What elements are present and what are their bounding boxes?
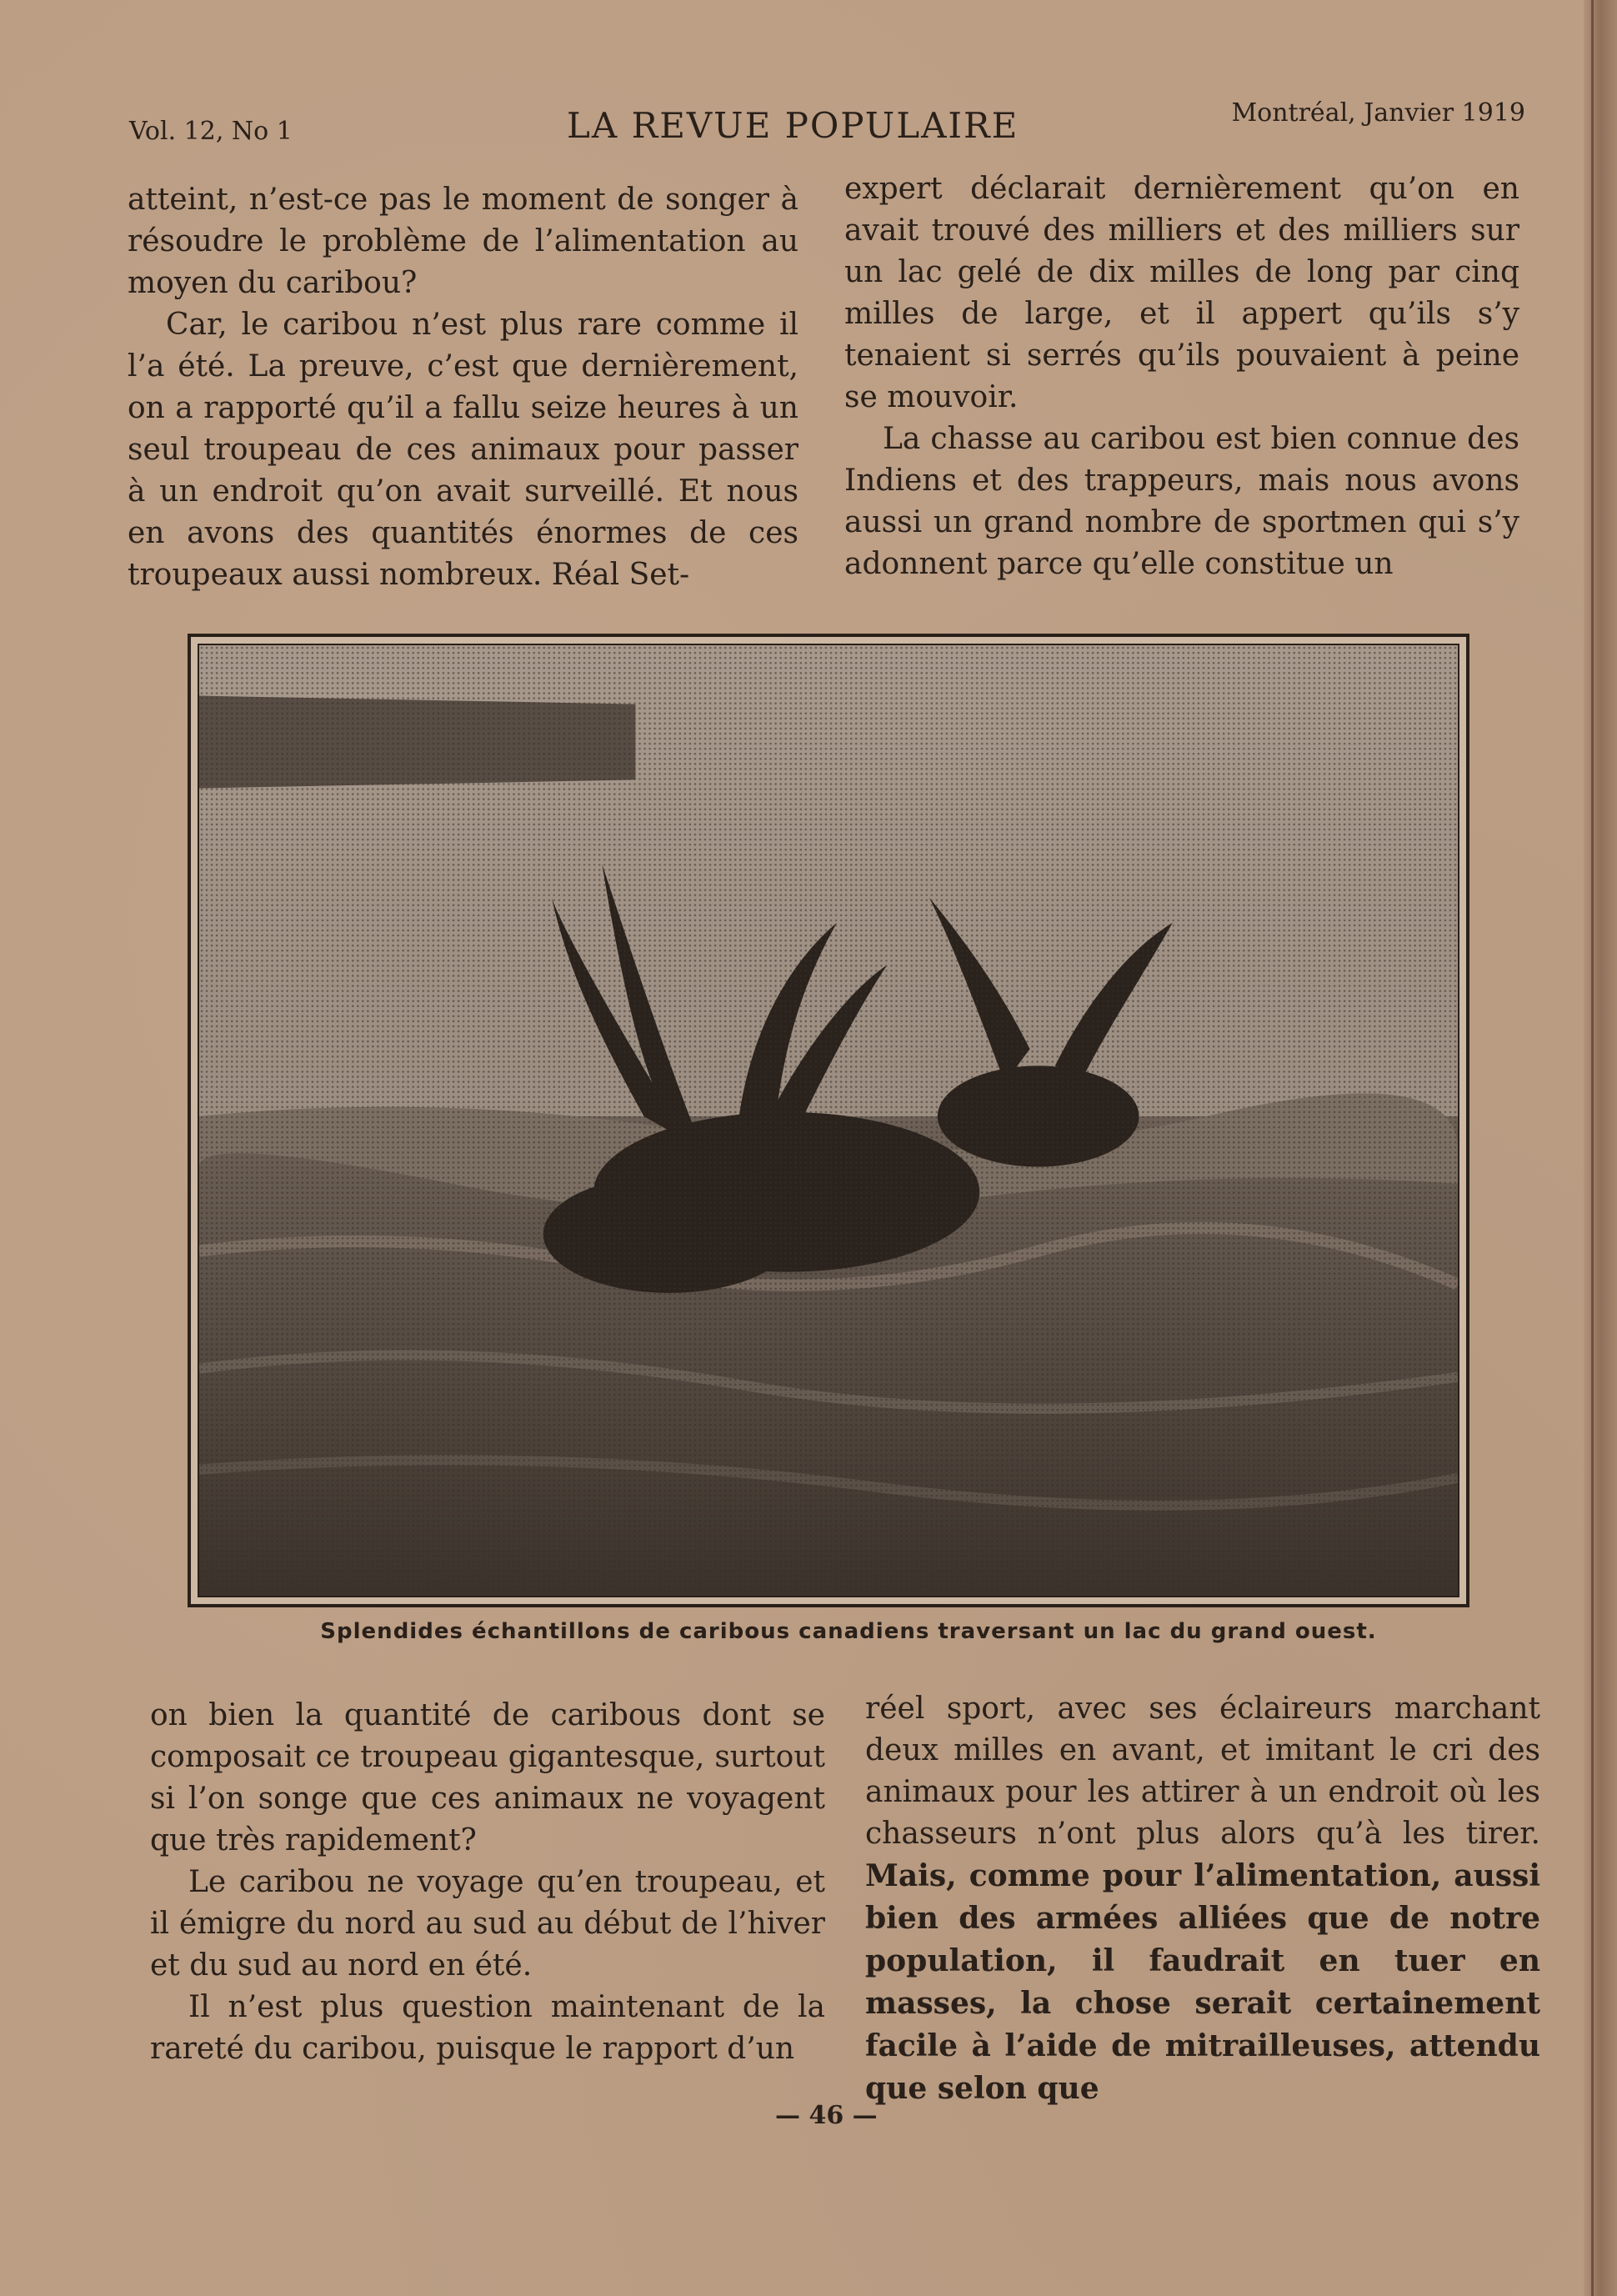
page-number: — 46 —	[775, 2101, 878, 2130]
paragraph: expert déclarait dernièrement qu’on en avait trouvé des milliers et des milliers sur un lac gelé de dix milles de long par cinq milles de large, et il appert qu’ils s’y tenaient si serrés qu’ils pouvaient à peine se mouvoir.	[844, 172, 1519, 414]
paragraph: on bien la quantité de caribous dont se composait ce troupeau gigantesque, surtout si l’on songe que ces animaux ne voyagent que très rapidement?	[150, 1698, 825, 1857]
caribou-photo-frame	[188, 634, 1469, 1607]
page-spine-edge	[1584, 0, 1617, 2296]
paragraph: Le caribou ne voyage qu’en troupeau, et il émigre du nord au sud au début de l’hiver et du sud au nord en été.	[150, 1865, 825, 1983]
paragraph: atteint, n’est-ce pas le moment de songer à résoudre le problème de l’alimentation au moyen du caribou?	[128, 183, 798, 300]
column-bottom-left	[150, 1695, 825, 2070]
issue-date: Montréal, Janvier 1919	[1231, 98, 1525, 128]
paragraph-bold-text: Mais, comme pour l’alimentation, aussi bien des armées alliées que de notre population, il faudrait en tuer en masses, la chose serait certainement facile à l’aide de mitrailleuses, attendu que selon que	[865, 1858, 1540, 2106]
column-top-right	[844, 168, 1519, 585]
paragraph: La chasse au caribou est bien connue des Indiens et des trappeurs, mais nous avons aussi un grand nombre de sportmen qui s’y adonnent parce qu’elle constitue un	[844, 422, 1519, 581]
photo-caption: Splendides échantillons de caribous canadiens traversant un lac du grand ouest.	[320, 1619, 1377, 1644]
masthead-title: LA REVUE POPULAIRE	[567, 105, 1019, 146]
caribou-halftone-image	[199, 645, 1458, 1596]
paragraph-text: réel sport, avec ses éclaireurs marchant deux milles en avant, et imitant le cri des animaux pour les attirer à un endroit où les chasseurs n’ont plus alors qu’à les tirer.	[865, 1692, 1540, 1851]
column-top-left	[128, 179, 798, 596]
paragraph	[865, 1688, 1540, 2110]
caribou-photo	[198, 644, 1459, 1597]
volume-number: Vol. 12, No 1	[129, 117, 293, 146]
spine-fold-line	[1591, 0, 1594, 2296]
paragraph: Il n’est plus question maintenant de la rareté du caribou, puisque le rapport d’un	[150, 1990, 825, 2066]
running-header	[125, 98, 1525, 148]
column-bottom-right	[865, 1688, 1540, 2110]
paragraph: Car, le caribou n’est plus rare comme il l’a été. La preuve, c’est que dernièrement, on a rapporté qu’il a fallu seize heures à un seul troupeau de ces animaux pour passer à un endroit qu’on avait surveillé. Et nous en avons des quantités énormes de ces troupeaux aussi nombreux. Réal Set-	[128, 308, 798, 592]
